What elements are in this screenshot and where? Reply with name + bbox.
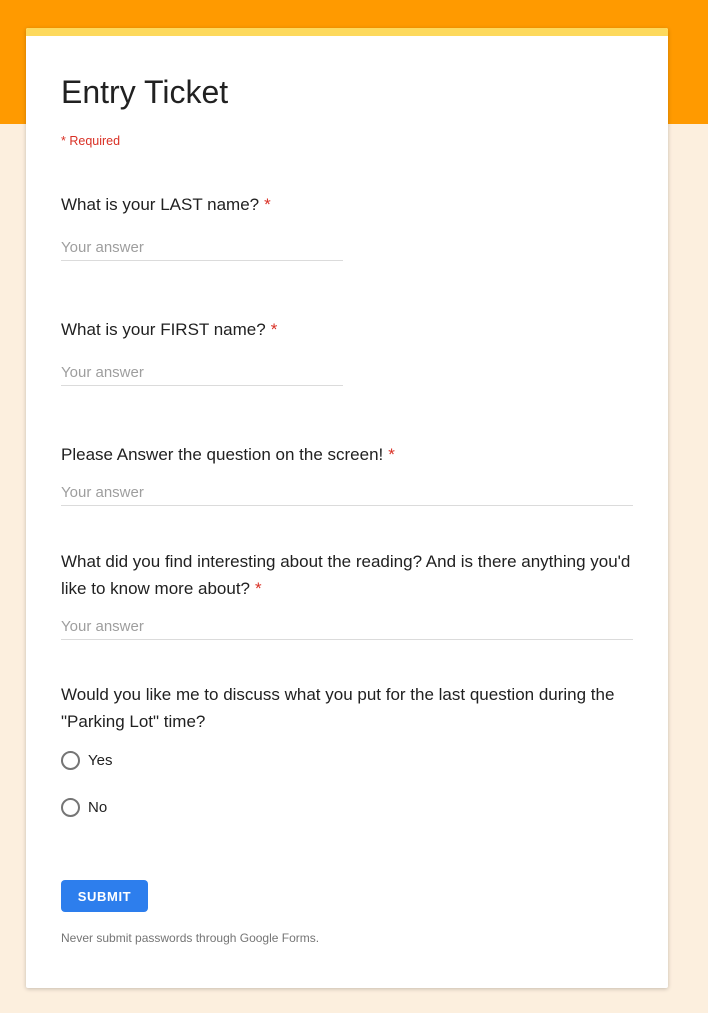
option-no-label: No: [88, 799, 108, 816]
screen-answer-input[interactable]: [61, 483, 633, 506]
radio-button-yes-icon[interactable]: [61, 751, 80, 770]
radio-button-no-icon[interactable]: [61, 798, 80, 817]
question-first-name: [61, 316, 633, 386]
option-no[interactable]: [61, 798, 633, 817]
last-name-input[interactable]: [61, 238, 343, 261]
question-label: [61, 548, 633, 602]
question-text: What is your LAST name?: [61, 195, 260, 214]
required-asterisk: *: [264, 195, 271, 214]
required-asterisk: *: [255, 579, 262, 598]
footer-disclaimer: Never submit passwords through Google Forms.: [61, 931, 320, 945]
form-title: Entry Ticket: [61, 74, 229, 110]
submit-button[interactable]: SUBMIT: [61, 880, 148, 912]
question-reading-interest: [61, 548, 633, 640]
question-text: What did you find interesting about the reading? And is there anything you'd like to know more about?: [61, 552, 631, 598]
option-yes[interactable]: [61, 751, 633, 770]
question-text: Would you like me to discuss what you put for the last question during the "Parking Lot" time?: [61, 685, 615, 731]
question-screen-answer: [61, 441, 633, 506]
question-label: [61, 441, 633, 468]
form-content: [26, 72, 668, 946]
question-label: [61, 191, 633, 218]
question-label: [61, 681, 633, 735]
question-parking-lot: [61, 681, 633, 817]
required-asterisk: *: [388, 445, 395, 464]
question-last-name: [61, 191, 633, 261]
question-label: [61, 316, 633, 343]
form-card: [26, 28, 668, 988]
form-accent-bar: [26, 28, 668, 36]
reading-interest-input[interactable]: [61, 617, 633, 640]
required-note: * Required: [61, 134, 121, 148]
question-text: What is your FIRST name?: [61, 320, 266, 339]
required-asterisk: *: [270, 320, 278, 339]
question-text: Please Answer the question on the screen!: [61, 445, 384, 464]
first-name-input[interactable]: [61, 363, 343, 386]
option-yes-label: Yes: [88, 752, 113, 769]
